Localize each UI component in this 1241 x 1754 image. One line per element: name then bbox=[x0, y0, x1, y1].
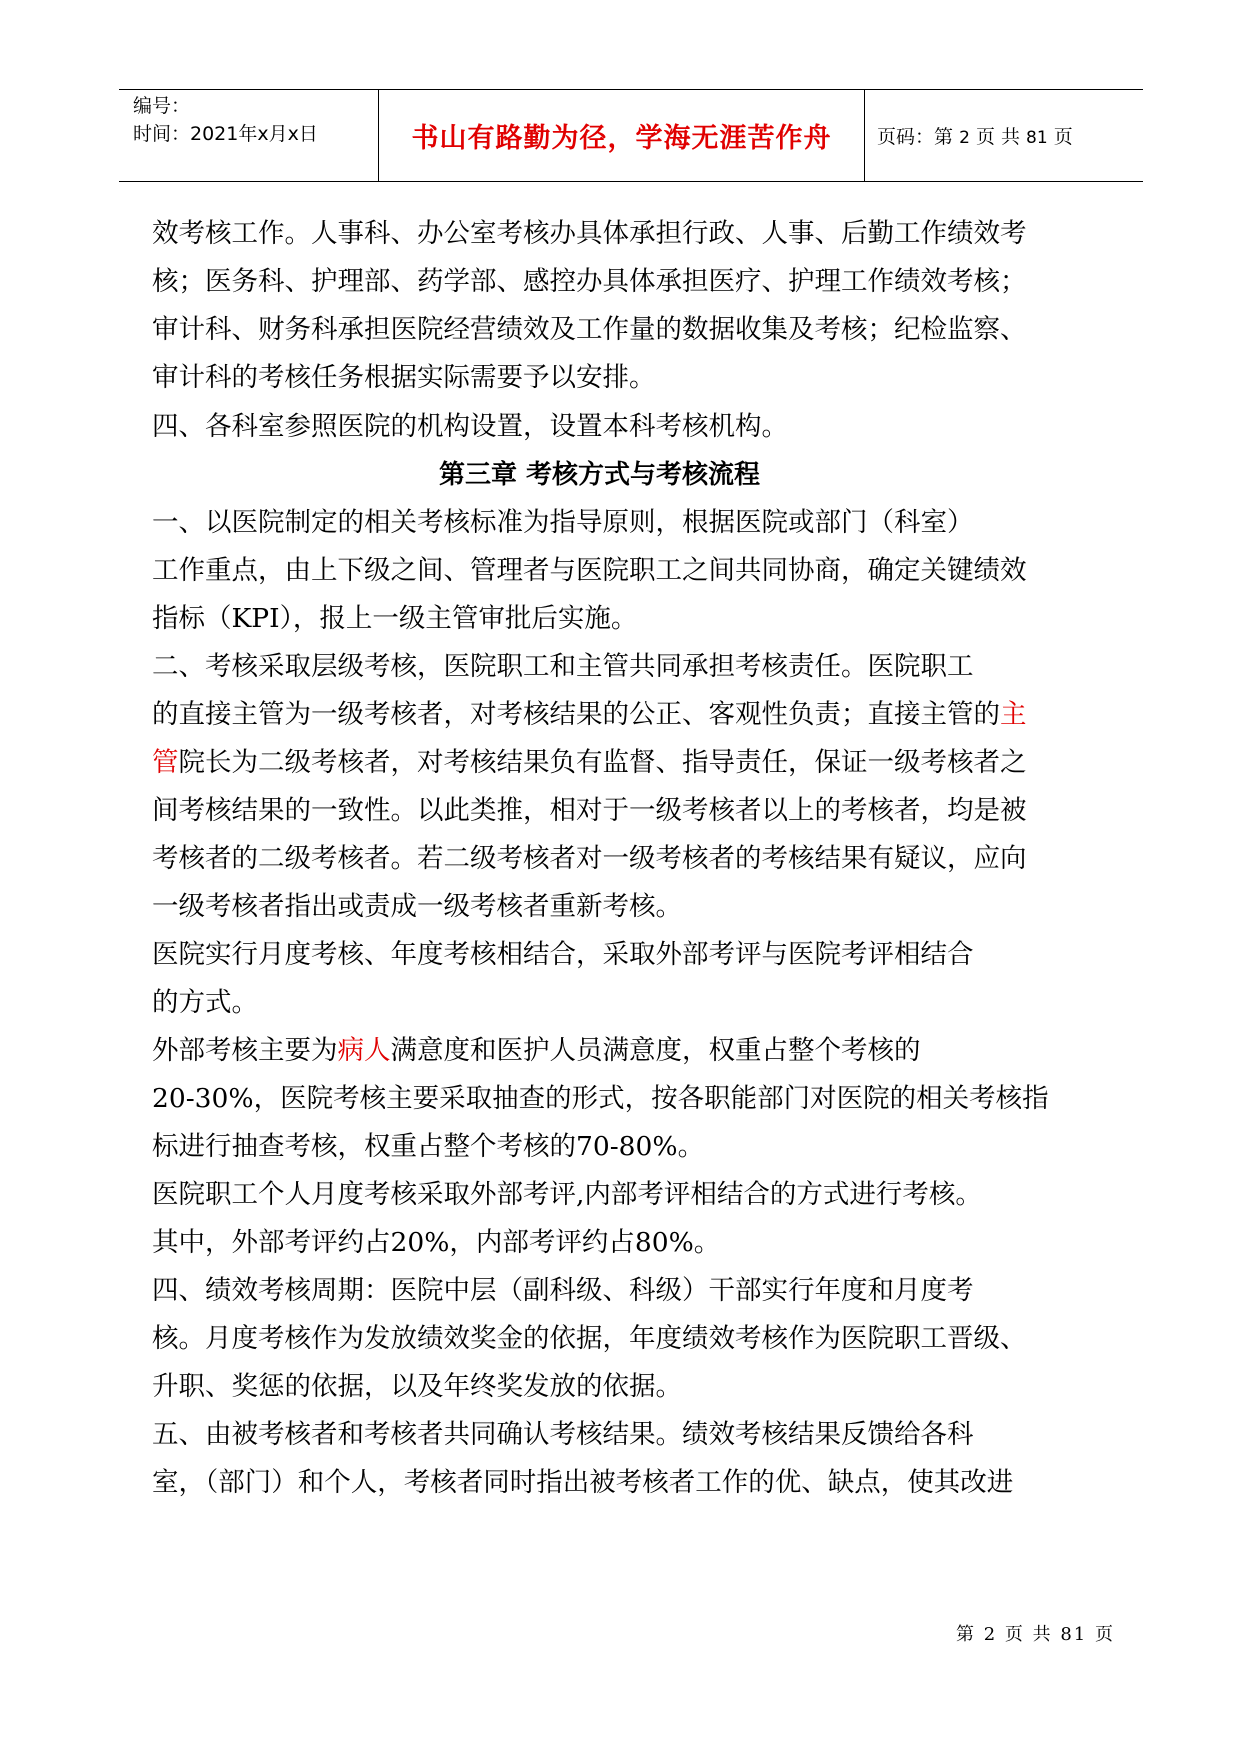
highlight-text: 病人 bbox=[337, 1035, 391, 1066]
chapter-heading: 第三章 考核方式与考核流程 bbox=[439, 460, 761, 490]
body-text: 院长为二级考核者，对考核结果负有监督、指导责任，保证一级考核者之 bbox=[178, 747, 1027, 778]
page-number: 2 bbox=[959, 128, 970, 148]
header-motto-cell bbox=[378, 90, 865, 181]
page-total: 81 bbox=[1026, 128, 1048, 148]
body-line: 升职、奖惩的依据，以及年终奖发放的依据。 bbox=[152, 1371, 682, 1402]
body-line: 其中，外部考评约占20%，内部考评约占80%。 bbox=[152, 1227, 721, 1258]
body-line: 工作重点，由上下级之间、管理者与医院职工之间共同协商，确定关键绩效 bbox=[152, 555, 1027, 586]
body-line: 医院实行月度考核、年度考核相结合，采取外部考评与医院考评相结合 bbox=[152, 939, 974, 970]
body-line-with-highlight bbox=[152, 743, 1027, 783]
body-text: 满意度和医护人员满意度，权重占整个考核的 bbox=[390, 1035, 921, 1066]
header-motto: 书山有路勤为径，学海无涯苦作舟 bbox=[411, 123, 832, 154]
body-line: 20-30%，医院考核主要采取抽查的形式，按各职能部门对医院的相关考核指 bbox=[152, 1083, 1049, 1114]
body-line: 核；医务科、护理部、药学部、感控办具体承担医疗、护理工作绩效考核； bbox=[152, 266, 1027, 297]
highlight-text: 管 bbox=[152, 747, 179, 778]
body-line: 一、以医院制定的相关考核标准为指导原则，根据医院或部门（科室） bbox=[152, 507, 974, 538]
body-line: 指标（KPI），报上一级主管审批后实施。 bbox=[152, 603, 638, 634]
body-line: 四、各科室参照医院的机构设置，设置本科考核机构。 bbox=[152, 411, 788, 442]
body-line: 五、由被考核者和考核者共同确认考核结果。绩效考核结果反馈给各科 bbox=[152, 1419, 974, 1450]
header-page-indicator bbox=[877, 122, 1073, 149]
page-mid-label: 页 共 bbox=[975, 126, 1020, 148]
highlight-text: 主 bbox=[1000, 699, 1027, 730]
header-table bbox=[119, 89, 1143, 182]
body-line: 审计科的考核任务根据实际需要予以安排。 bbox=[152, 362, 656, 393]
page-footer: 第 2 页 共 81 页 bbox=[956, 1624, 1115, 1645]
header-page-cell bbox=[865, 90, 1155, 181]
page-label: 页码：第 bbox=[877, 126, 954, 148]
body-line: 标进行抽查考核，权重占整个考核的70-80%。 bbox=[152, 1131, 705, 1162]
body-line: 室，（部门）和个人，考核者同时指出被考核者工作的优、缺点，使其改进 bbox=[152, 1467, 1014, 1498]
body-text: 的直接主管为一级考核者，对考核结果的公正、客观性负责；直接主管的 bbox=[152, 699, 1000, 730]
body-line: 四、绩效考核周期：医院中层（副科级、科级）干部实行年度和月度考 bbox=[152, 1275, 974, 1306]
body-line: 间考核结果的一致性。以此类推，相对于一级考核者以上的考核者，均是被 bbox=[152, 795, 1027, 826]
body-line: 医院职工个人月度考核采取外部考评,内部考评相结合的方式进行考核。 bbox=[152, 1179, 982, 1210]
body-line: 考核者的二级考核者。若二级考核者对一级考核者的考核结果有疑议，应向 bbox=[152, 843, 1027, 874]
document-time-label: 时间：2021年x月x日 bbox=[133, 123, 318, 145]
header-meta-cell bbox=[119, 90, 378, 181]
body-line-with-highlight bbox=[152, 1031, 921, 1071]
page-end-label: 页 bbox=[1053, 126, 1073, 148]
body-line: 的方式。 bbox=[152, 987, 258, 1018]
body-line: 效考核工作。人事科、办公室考核办具体承担行政、人事、后勤工作绩效考 bbox=[152, 218, 1027, 249]
body-line: 核。月度考核作为发放绩效奖金的依据，年度绩效考核作为医院职工晋级、 bbox=[152, 1323, 1027, 1354]
document-number-label: 编号： bbox=[133, 95, 191, 117]
body-line: 二、考核采取层级考核，医院职工和主管共同承担考核责任。医院职工 bbox=[152, 651, 974, 682]
body-line: 审计科、财务科承担医院经营绩效及工作量的数据收集及考核；纪检监察、 bbox=[152, 314, 1027, 345]
body-line: 一级考核者指出或责成一级考核者重新考核。 bbox=[152, 891, 682, 922]
body-line-with-highlight bbox=[152, 695, 1027, 735]
body-text: 外部考核主要为 bbox=[152, 1035, 338, 1066]
